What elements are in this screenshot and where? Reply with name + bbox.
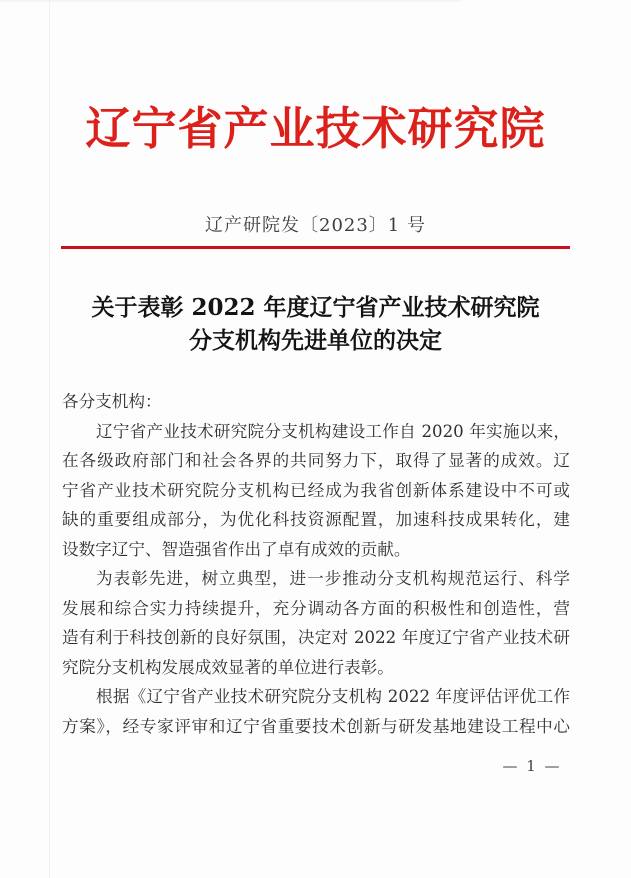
doc-number: 辽产研院发〔2023〕1 号 (205, 215, 426, 236)
document-title-line-1: 关于表彰 2022 年度辽宁省产业技术研究院 (91, 294, 540, 321)
body-line: 方案》，经专家评审和辽宁省重要技术创新与研发基地建设工程中心 (62, 716, 570, 736)
document-title-line-2: 分支机构先进单位的决定 (189, 327, 442, 354)
letterhead-title: 辽宁省产业技术研究院 (85, 102, 546, 155)
body-line: 造有利于科技创新的良好氛围，决定对 2022 年度辽宁省产业技术研 (62, 628, 570, 647)
body-line: 设数字辽宁、智造强省作出了卓有成效的贡献。 (62, 539, 411, 559)
body-line: 发展和综合实力持续提升，充分调动各方面的积极性和创造性，营 (62, 598, 570, 618)
page-number: — 1 — (502, 757, 562, 775)
document-title (0, 291, 631, 357)
body-line: 根据《辽宁省产业技术研究院分支机构 2022 年度评估评优工作 (96, 687, 570, 706)
body-line: 宁省产业技术研究院分支机构已经成为我省创新体系建设中不可或 (62, 480, 570, 500)
body-line: 为表彰先进，树立典型，进一步推动分支机构规范运行、科学 (96, 569, 570, 588)
scan-artifact-top (0, 0, 460, 2)
body-line: 在各级政府部门和社会各界的共同努力下，取得了显著的成效。辽 (62, 451, 570, 470)
red-separator-rule (61, 246, 570, 249)
body-line: 缺的重要组成部分，为优化科技资源配置，加速科技成果转化，建 (62, 510, 570, 529)
document-body (62, 387, 570, 741)
body-line: 究院分支机构发展成效显著的单位进行表彰。 (62, 657, 394, 677)
body-line: 辽宁省产业技术研究院分支机构建设工作自 2020 年实施以来， (96, 421, 570, 441)
salutation: 各分支机构： (62, 392, 162, 411)
